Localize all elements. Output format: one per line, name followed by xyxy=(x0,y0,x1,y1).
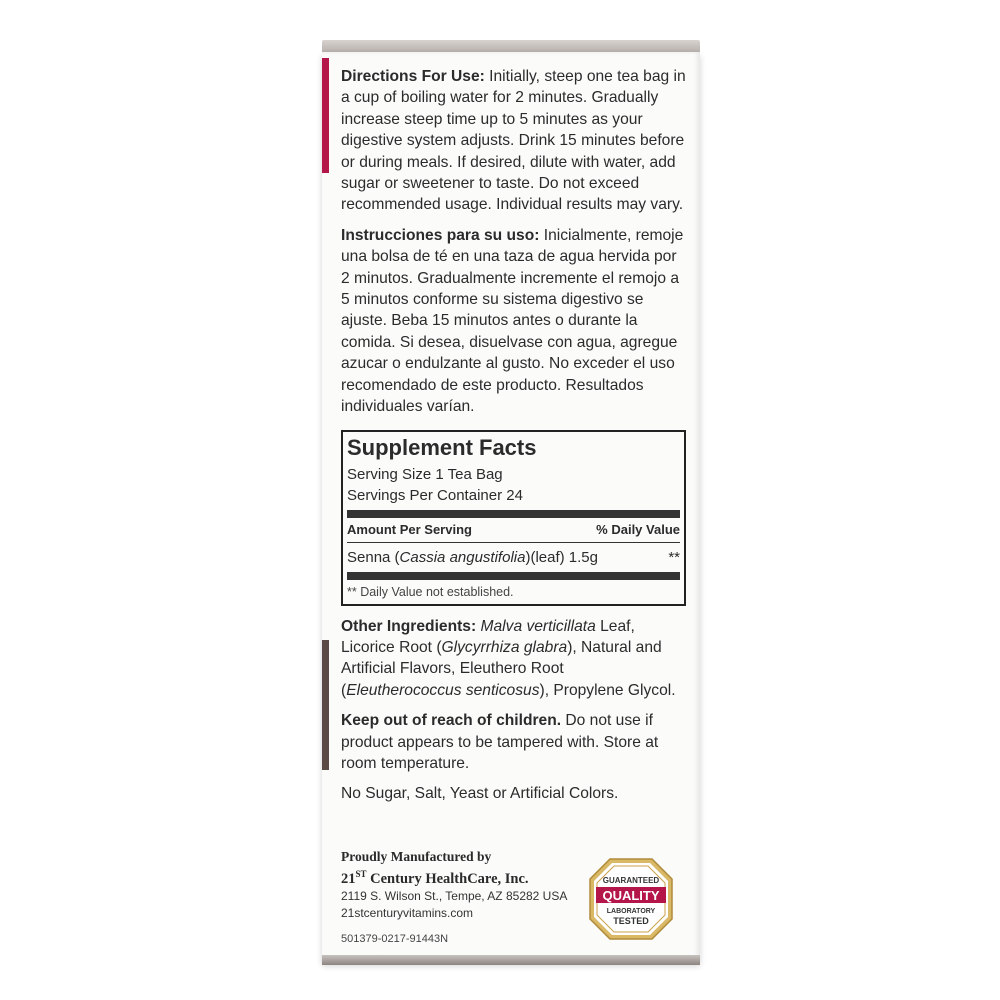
badge-tested: TESTED xyxy=(613,916,649,926)
daily-value-footnote: ** Daily Value not established. xyxy=(347,584,514,599)
instrucciones-text: Inicialmente, remoje una bolsa de té en una taza de agua hervida por 2 minutos. Gradualmente incremente el remojo a 5 minutos conforme su sistema digestivo se ajuste. Beba 15 minutos antes o durante la comida. Si desea, disuelvase con agua, agregue azucar o endulzante al gusto. No exceder el uso recomendado de este producto. Resultados individuales varían. xyxy=(341,226,684,416)
facts-divider-thick-bottom xyxy=(347,572,680,580)
badge-guaranteed: GUARANTEED xyxy=(602,876,660,885)
eleuthero-latin: Eleutherococcus senticosus xyxy=(346,681,540,699)
warning-paragraph xyxy=(341,710,686,774)
warning-text: Do not use if product appears to be tampered with. Store at room temperature. xyxy=(341,712,659,772)
product-code: 501379-0217-91443N xyxy=(341,932,449,945)
company-name-rest: Century HealthCare, Inc. xyxy=(366,870,529,887)
facts-divider-thin xyxy=(347,542,680,543)
package-bottom-edge xyxy=(322,955,700,965)
senna-name: Senna ( xyxy=(347,548,400,566)
supplement-facts-panel xyxy=(341,430,686,606)
facts-header-row xyxy=(347,521,680,538)
senna-latin: Cassia angustifolia xyxy=(399,548,526,566)
servings-per-container: Servings Per Container 24 xyxy=(347,486,523,504)
directions-text: Initially, steep one tea bag in a cup of boiling water for 2 minutes. Gradually increase steep time up to 5 minutes as your digestive system adjusts. Drink 15 minutes before or during meals. If desired, dilute with water, add sugar or sweetener to taste. Do not exceed recommended usage. Individual results may vary. xyxy=(341,68,686,214)
accent-stripe xyxy=(322,58,329,173)
ingredients-text-3: ), Propylene Glycol. xyxy=(539,681,676,699)
senna-row xyxy=(347,548,680,568)
directions-heading: Directions For Use: xyxy=(341,68,485,85)
manufacturer-block xyxy=(341,848,591,947)
company-name-sup: ST xyxy=(355,869,367,879)
other-ingredients-paragraph xyxy=(341,616,686,702)
proudly-manufactured: Proudly Manufactured by xyxy=(341,849,492,864)
company-name xyxy=(341,865,591,888)
dark-stripe xyxy=(322,640,329,770)
label-text xyxy=(341,66,686,814)
badge-quality: QUALITY xyxy=(602,888,660,903)
company-website: 21stcenturyvitamins.com xyxy=(341,905,474,920)
quality-tested-badge xyxy=(588,857,674,941)
daily-value-label: % Daily Value xyxy=(596,521,680,537)
directions-paragraph xyxy=(341,66,686,216)
licorice-latin: Glycyrrhiza glabra xyxy=(441,638,568,656)
facts-divider-thick xyxy=(347,510,680,518)
senna-daily-value: ** xyxy=(668,548,680,566)
badge-laboratory: LABORATORY xyxy=(606,908,656,915)
ingredients-text-1: Leaf, Licorice Root ( xyxy=(341,617,635,656)
senna-amount: )(leaf) 1.5g xyxy=(525,548,598,566)
senna-ingredient xyxy=(347,548,598,568)
no-sugar-statement: No Sugar, Salt, Yeast or Artificial Colors. xyxy=(341,785,619,803)
warning-heading: Keep out of reach of children. xyxy=(341,712,562,730)
company-name-number: 21 xyxy=(341,870,356,887)
amount-per-serving-label: Amount Per Serving xyxy=(347,521,472,537)
instrucciones-heading: Instrucciones para su uso: xyxy=(341,226,540,244)
malva-latin: Malva verticillata xyxy=(480,617,596,635)
instrucciones-paragraph xyxy=(341,225,686,418)
ingredients-text-2: ), Natural and Artificial Flavors, Eleuthero Root ( xyxy=(341,638,662,699)
other-ingredients-heading: Other Ingredients: xyxy=(341,617,477,635)
serving-size: Serving Size 1 Tea Bag xyxy=(347,465,503,483)
company-address: 2119 S. Wilson St., Tempe, AZ 85282 USA xyxy=(341,888,568,903)
supplement-facts-title: Supplement Facts xyxy=(347,434,537,460)
